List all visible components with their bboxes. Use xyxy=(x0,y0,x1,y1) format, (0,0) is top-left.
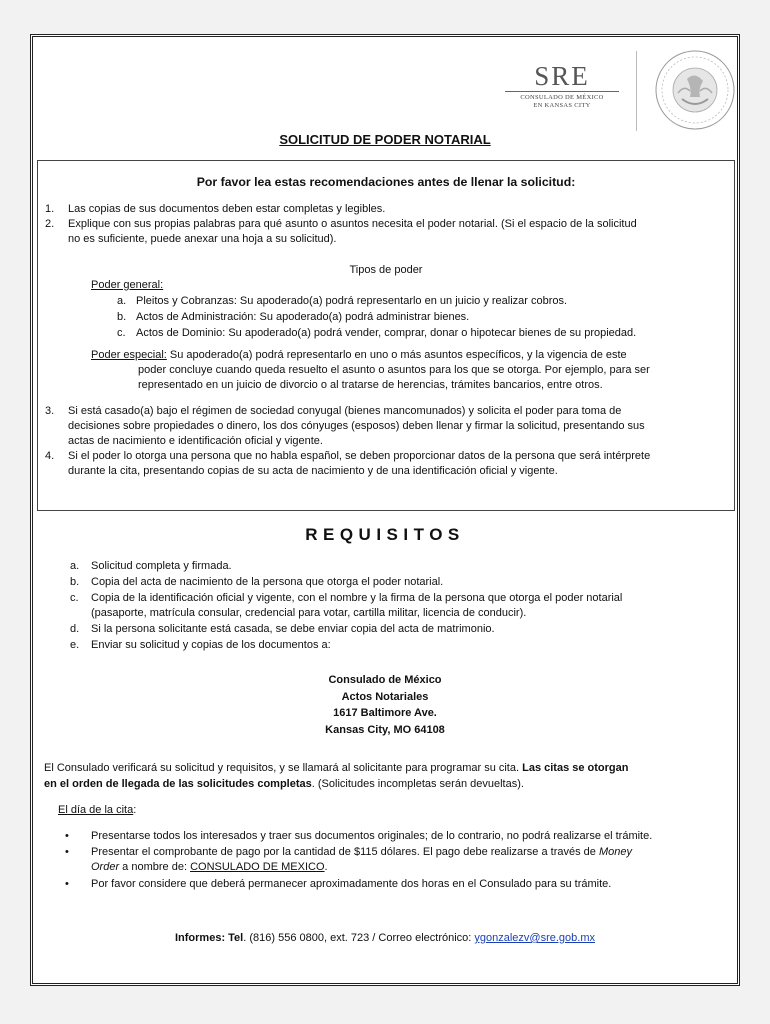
recommendation-3-line-3: actas de nacimiento e identificación oficial y vigente. xyxy=(68,435,323,447)
requisito-text: Copia de la identificación oficial y vigente, con el nombre y la firma de la persona que otorga el poder notarial xyxy=(91,592,623,604)
document-page xyxy=(33,37,737,983)
general-item-text: Actos de Administración: Su apoderado(a) podrá administrar bienes. xyxy=(136,311,470,323)
national-seal-icon xyxy=(654,49,736,131)
bullet-icon: • xyxy=(65,846,69,858)
requisito-letter: a. xyxy=(70,560,80,572)
recommendation-2-line-2: no es suficiente, puede anexar una hoja a su solicitud). xyxy=(68,233,337,245)
poder-especial-label: Poder especial: xyxy=(91,349,167,361)
sre-mark: SRE xyxy=(534,61,590,91)
address-line: Consulado de México xyxy=(328,674,442,686)
sre-logo xyxy=(501,61,623,110)
recommendation-3-line-1: Si está casado(a) bajo el régimen de sociedad conyugal (bienes mancomunados) y solicita el poder para toma de xyxy=(68,405,622,417)
poder-general-label: Poder general: xyxy=(91,279,164,291)
general-item-letter: a. xyxy=(117,295,127,307)
cita-bullet-1: Presentarse todos los interesados y traer sus documentos originales; de lo contrario, no podrá realizarse el trámite. xyxy=(91,830,653,842)
item-number: 1. xyxy=(45,203,55,215)
general-item-letter: b. xyxy=(117,311,127,323)
requisito-letter: b. xyxy=(70,576,80,588)
poder-especial-line-1 xyxy=(91,348,627,363)
requisito-text: Copia del acta de nacimiento de la persona que otorga el poder notarial. xyxy=(91,576,444,588)
bullet-icon: • xyxy=(65,830,69,842)
address-line: 1617 Baltimore Ave. xyxy=(333,707,437,719)
contact-info: Informes: Tel. (816) 556 0800, ext. 723 / Correo electrónico: ygonzalezv@sre.gob.mx xyxy=(174,932,595,944)
sre-subtitle-1: CONSULADO DE MÉXICO xyxy=(520,94,604,101)
poder-especial-text: Su apoderado(a) podrá representarlo en uno o más asuntos específicos, y la vigencia de este xyxy=(166,349,627,361)
consulate-address xyxy=(33,672,737,738)
cita-bullet-2-line-1: Presentar el comprobante de pago por la cantidad de $115 dólares. El pago debe realizarse a través de Money xyxy=(91,846,632,858)
requisito-text: Enviar su solicitud y copias de los documentos a: xyxy=(91,639,331,651)
recommendation-2-line-1: Explique con sus propias palabras para qué asunto o asuntos necesita el poder notarial. (Si el espacio de la solicitud xyxy=(68,218,637,230)
requisito-letter: e. xyxy=(70,639,80,651)
recommendations-box xyxy=(37,160,735,511)
requisito-text: Si la persona solicitante está casada, se debe enviar copia del acta de matrimonio. xyxy=(91,623,495,635)
verification-line-1: El Consulado verificará su solicitud y requisitos, y se llamará al solicitante para programar su cita. Las citas se otorgan xyxy=(44,762,629,774)
address-line: Actos Notariales xyxy=(341,690,429,703)
recommendation-4-line-2: durante la cita, presentando copias de su acta de nacimiento y de una identificación oficial y vigente. xyxy=(68,465,558,477)
poder-especial-line-3: representado en un juicio de divorcio o al tratarse de herencias, trámites bancarios, entre otros. xyxy=(138,379,603,391)
requisitos-heading: REQUISITOS xyxy=(305,525,465,544)
recommendation-3-line-2: decisiones sobre propiedades o dinero, los dos cónyuges (esposos) deben llenar y firmar la solicitud, presentando sus xyxy=(68,420,645,432)
cita-bullet-3: Por favor considere que deberá permanecer aproximadamente dos horas en el Consulado para su trámite. xyxy=(91,878,612,890)
requisito-text: Solicitud completa y firmada. xyxy=(91,560,232,572)
general-item-letter: c. xyxy=(117,327,126,339)
header-divider xyxy=(636,51,637,131)
recommendations-heading: Por favor lea estas recomendaciones antes de llenar la solicitud: xyxy=(196,175,576,189)
cita-bullet-2-line-2: Order a nombre de: CONSULADO DE MEXICO. xyxy=(91,861,328,873)
poder-especial-line-2: poder concluye cuando queda resuelto el asunto o asuntos para los que se otorga. Por ejemplo, para ser xyxy=(138,364,650,376)
item-number: 2. xyxy=(45,218,55,230)
sre-subtitle-2: EN KANSAS CITY xyxy=(533,102,591,109)
recommendation-4-line-1: Si el poder lo otorga una persona que no habla español, se deben proporcionar datos de la persona que será intérprete xyxy=(68,450,651,462)
requisito-text-cont: (pasaporte, matrícula consular, credencial para votar, cartilla militar, licencia de conducir). xyxy=(91,607,527,619)
address-line: Kansas City, MO 64108 xyxy=(325,723,445,736)
cita-heading: El día de la cita: xyxy=(58,804,137,816)
document-frame xyxy=(30,34,740,986)
item-number: 4. xyxy=(45,450,55,462)
tipos-de-poder-title: Tipos de poder xyxy=(349,264,423,276)
verification-line-2: en el orden de llegada de las solicitudes completas. (Solicitudes incompletas serán devueltas). xyxy=(44,778,524,790)
recommendation-1: Las copias de sus documentos deben estar completas y legibles. xyxy=(68,203,386,215)
bullet-icon: • xyxy=(65,878,69,890)
page-title: SOLICITUD DE PODER NOTARIAL xyxy=(279,132,491,147)
email-link[interactable]: ygonzalezv@sre.gob.mx xyxy=(474,932,595,944)
item-number: 3. xyxy=(45,405,55,417)
requisito-letter: d. xyxy=(70,623,80,635)
requisito-letter: c. xyxy=(70,592,79,604)
general-item-text: Actos de Dominio: Su apoderado(a) podrá vender, comprar, donar o hipotecar bienes de su propiedad. xyxy=(136,327,637,339)
general-item-text: Pleitos y Cobranzas: Su apoderado(a) podrá representarlo en un juicio y realizar cobros. xyxy=(136,295,568,307)
